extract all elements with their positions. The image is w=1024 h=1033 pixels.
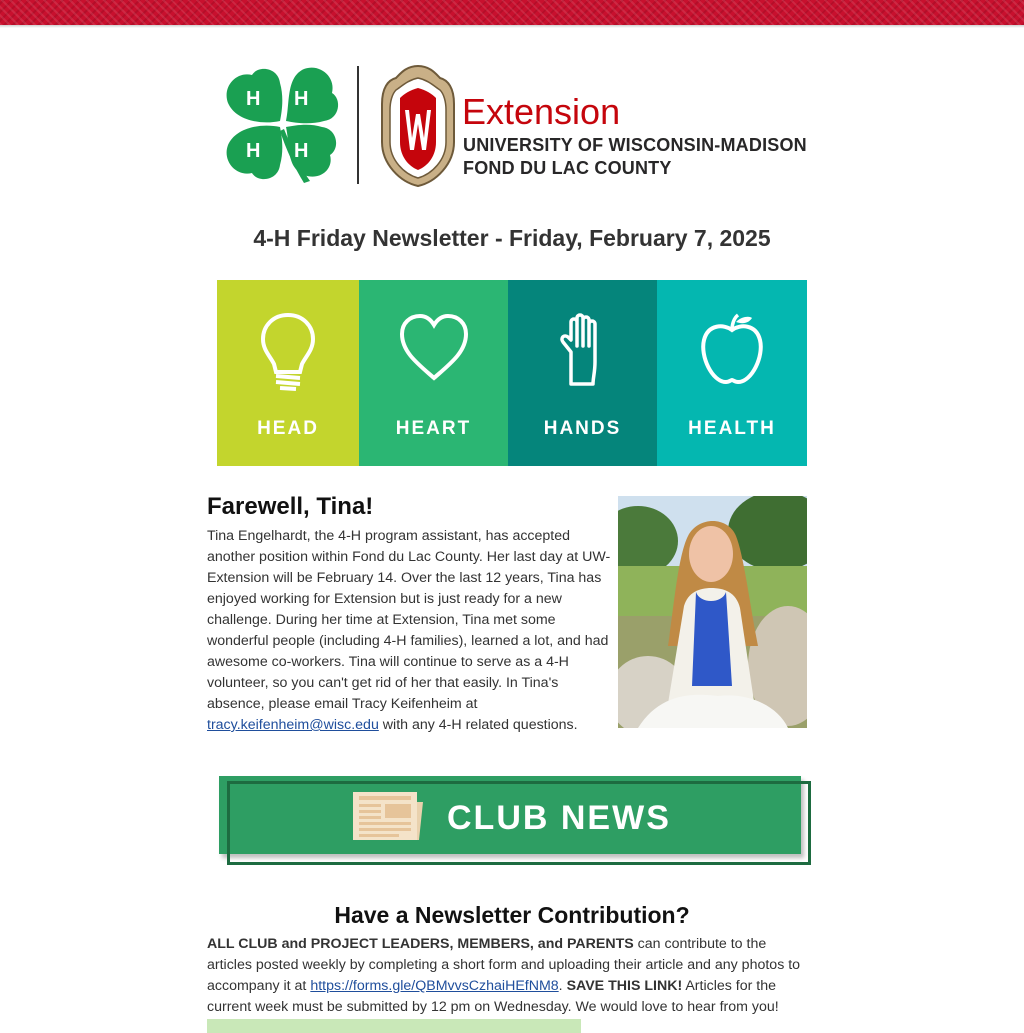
hand-icon bbox=[557, 312, 609, 386]
svg-text:H: H bbox=[246, 140, 261, 162]
hands-label: HANDS bbox=[543, 418, 622, 439]
svg-text:H: H bbox=[294, 88, 309, 110]
health-label: HEALTH bbox=[688, 418, 776, 439]
heart-label: HEART bbox=[395, 418, 472, 439]
google-form-link[interactable]: https://forms.gle/QBMvvsCzhaiHEfNM8 bbox=[310, 978, 559, 994]
email-link[interactable]: tracy.keifenheim@wisc.edu bbox=[207, 717, 379, 733]
head-panel bbox=[217, 280, 359, 466]
head-label: HEAD bbox=[257, 418, 319, 439]
county-name: FOND DU LAC COUNTY bbox=[463, 158, 672, 178]
logo-divider bbox=[357, 66, 359, 184]
four-h-clover-logo bbox=[222, 63, 344, 185]
farewell-body bbox=[207, 526, 612, 736]
club-news-label: CLUB NEWS bbox=[447, 799, 671, 837]
farewell-text-end: with any 4-H related questions. bbox=[382, 717, 578, 733]
hands-panel bbox=[508, 280, 657, 466]
farewell-heading: Farewell, Tina! bbox=[207, 493, 374, 520]
health-panel bbox=[657, 280, 807, 466]
save-link-bold-text: SAVE THIS LINK! bbox=[566, 978, 683, 994]
heart-panel bbox=[359, 280, 508, 466]
top-decorative-band bbox=[0, 0, 1024, 25]
heart-icon bbox=[398, 312, 470, 384]
svg-text:H: H bbox=[246, 88, 261, 110]
leaders-bold-text: ALL CLUB and PROJECT LEADERS, MEMBERS, and PARENTS bbox=[207, 936, 634, 952]
uw-crest-logo bbox=[378, 64, 458, 188]
contribution-body: ALL CLUB and PROJECT LEADERS, MEMBERS, and PARENTS can contribute to the articles posted weekly by completing a short form and uploading their article and any photos to accompany it at https://forms.gle/QBMvvsCzhaiHEfNM8. SAVE THIS LINK! Articles for the current week must be submitted by 12 pm on Wednesday. We would love to hear from you! bbox=[207, 936, 801, 1015]
tina-photo bbox=[618, 496, 807, 728]
top-band-shadow bbox=[0, 25, 1024, 28]
contribution-heading: Have a Newsletter Contribution? bbox=[334, 902, 690, 928]
extension-wordmark: Extension bbox=[462, 91, 621, 132]
club-news-banner bbox=[217, 774, 811, 864]
farewell-text: Tina Engelhardt, the 4-H program assistant, has accepted another position within Fond du Lac County. Her last day at UW-Extension will be February 14. Over the last 12 years, Tina has enjoyed working for Extension but is just ready for a new challenge. During her time at Extension, Tina met some wonderful people (including 4-H families), learned a lot, and had awesome co-workers. Tina will continue to serve as a 4-H volunteer, so you can't get rid of her that easily. In Tina's absence, please email Tracy Keifenheim at bbox=[207, 528, 611, 712]
svg-text:H: H bbox=[294, 140, 309, 162]
contribution-text-2: Articles for the current week must be submitted by 12 pm on Wednesday. We would love to hear from you! bbox=[207, 978, 779, 1015]
lightbulb-icon bbox=[258, 312, 318, 392]
university-name: UNIVERSITY OF WISCONSIN-MADISON bbox=[463, 135, 807, 155]
highlighted-text-background bbox=[207, 1019, 581, 1033]
newsletter-title: 4-H Friday Newsletter - Friday, February 7, 2025 bbox=[253, 225, 771, 251]
contribution-text-1: can contribute to the articles posted weekly by completing a short form and uploading their article and any photos to accompany it at bbox=[207, 936, 801, 994]
four-h-pledge-banner bbox=[217, 280, 807, 466]
newspaper-icon bbox=[351, 790, 425, 844]
apple-icon bbox=[698, 312, 766, 386]
